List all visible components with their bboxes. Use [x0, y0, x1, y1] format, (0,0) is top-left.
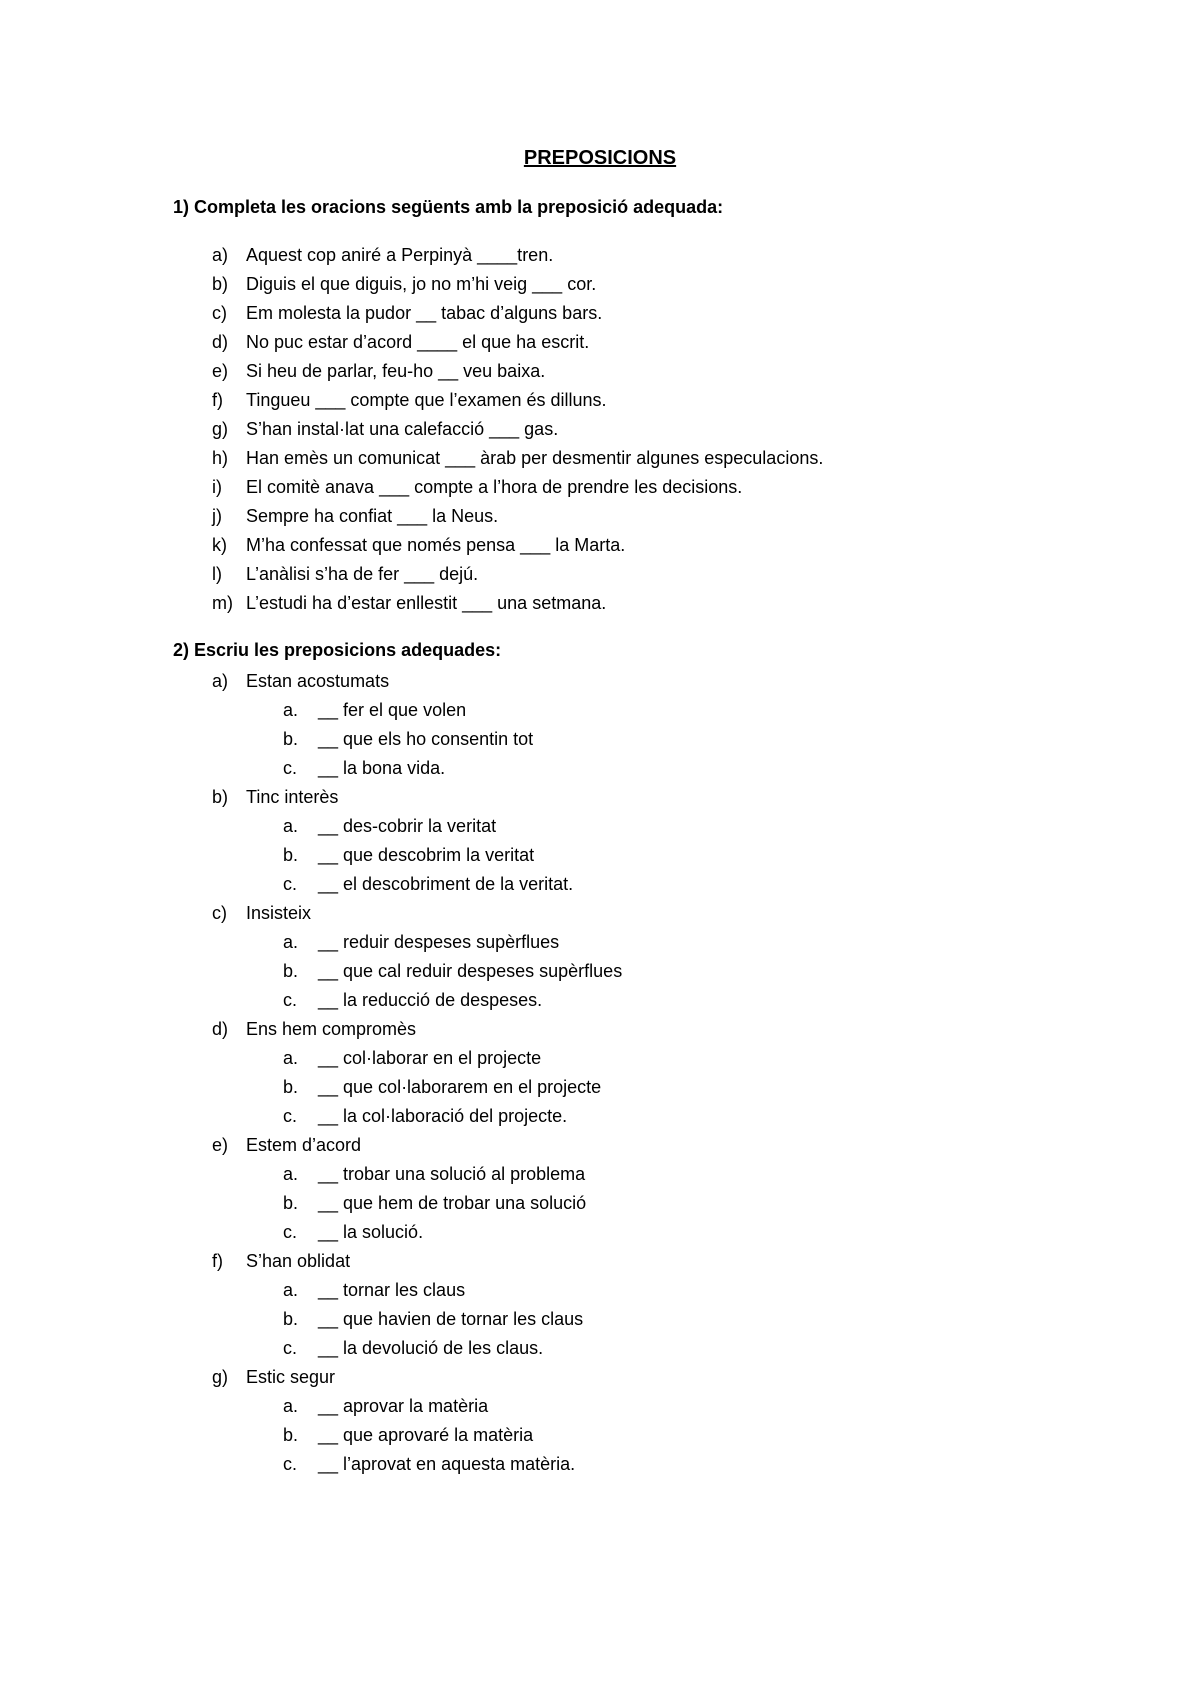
- item-label: f): [212, 390, 223, 410]
- sub-label: b.: [283, 1309, 299, 1329]
- sub-text: __ la col·laboració del projecte.: [318, 1106, 568, 1126]
- sub-label: c.: [283, 1454, 298, 1474]
- sub-text: __ aprovar la matèria: [318, 1396, 489, 1416]
- item-label: h): [212, 448, 229, 468]
- sub-text: __ la devolució de les claus.: [318, 1338, 544, 1358]
- sub-text: __ fer el que volen: [318, 700, 467, 720]
- item-text: Aquest cop aniré a Perpinyà ____tren.: [246, 245, 554, 265]
- group-text: Estic segur: [246, 1367, 336, 1387]
- sub-label: b.: [283, 1425, 299, 1445]
- item-text: M’ha confessat que només pensa ___ la Marta.: [246, 535, 626, 555]
- sub-text: __ que hem de trobar una solució: [318, 1193, 587, 1213]
- sub-label: b.: [283, 729, 299, 749]
- item-text: Han emès un comunicat ___ àrab per desmentir algunes especulacions.: [246, 448, 824, 468]
- item-label: g): [212, 419, 229, 439]
- section-2-heading: 2) Escriu les preposicions adequades:: [173, 640, 502, 660]
- item-label: c): [212, 303, 227, 323]
- sub-text: __ des-cobrir la veritat: [318, 816, 497, 836]
- page-title: PREPOSICIONS: [523, 147, 677, 169]
- sub-text: __ que cal reduir despeses supèrflues: [318, 961, 623, 981]
- sub-label: a.: [283, 1280, 299, 1300]
- group-text: Tinc interès: [246, 787, 339, 807]
- group-label: c): [212, 903, 227, 923]
- sub-text: __ col·laborar en el projecte: [318, 1048, 542, 1068]
- item-text: Tingueu ___ compte que l’examen és dilluns.: [246, 390, 607, 410]
- item-text: L’estudi ha d’estar enllestit ___ una setmana.: [246, 593, 607, 613]
- sub-text: __ que descobrim la veritat: [318, 845, 535, 865]
- sub-label: c.: [283, 990, 298, 1010]
- section-1-heading: 1) Completa les oracions següents amb la preposició adequada:: [173, 197, 724, 217]
- group-label: g): [212, 1367, 229, 1387]
- group-text: S’han oblidat: [246, 1251, 351, 1271]
- sub-label: a.: [283, 1164, 299, 1184]
- sub-label: a.: [283, 700, 299, 720]
- sub-text: __ que col·laborarem en el projecte: [318, 1077, 602, 1097]
- sub-label: a.: [283, 1048, 299, 1068]
- group-text: Estem d’acord: [246, 1135, 362, 1155]
- item-label: k): [212, 535, 227, 555]
- sub-text: __ tornar les claus: [318, 1280, 466, 1300]
- sub-label: c.: [283, 1222, 298, 1242]
- item-text: No puc estar d’acord ____ el que ha escrit.: [246, 332, 590, 352]
- sub-label: b.: [283, 961, 299, 981]
- sub-text: __ la solució.: [318, 1222, 424, 1242]
- sub-label: a.: [283, 932, 299, 952]
- group-label: d): [212, 1019, 229, 1039]
- item-text: S’han instal·lat una calefacció ___ gas.: [246, 419, 559, 439]
- sub-label: c.: [283, 874, 298, 894]
- group-label: b): [212, 787, 229, 807]
- sub-text: __ la reducció de despeses.: [318, 990, 543, 1010]
- sub-text: __ el descobriment de la veritat.: [318, 874, 574, 894]
- item-label: l): [212, 564, 222, 584]
- sub-label: b.: [283, 845, 299, 865]
- group-label: e): [212, 1135, 229, 1155]
- group-label: a): [212, 671, 229, 691]
- sub-text: __ que els ho consentin tot: [318, 729, 534, 749]
- group-text: Ens hem compromès: [246, 1019, 417, 1039]
- sub-text: __ l’aprovat en aquesta matèria.: [318, 1454, 576, 1474]
- item-text: Diguis el que diguis, jo no m’hi veig ___ cor.: [246, 274, 597, 294]
- sub-label: c.: [283, 758, 298, 778]
- item-text: Si heu de parlar, feu-ho __ veu baixa.: [246, 361, 546, 381]
- item-label: d): [212, 332, 229, 352]
- sub-text: __ reduir despeses supèrflues: [318, 932, 560, 952]
- sub-label: a.: [283, 816, 299, 836]
- sub-label: b.: [283, 1193, 299, 1213]
- item-label: j): [212, 506, 222, 526]
- item-text: Em molesta la pudor __ tabac d’alguns bars.: [246, 303, 603, 323]
- sub-text: __ trobar una solució al problema: [318, 1164, 586, 1184]
- item-text: Sempre ha confiat ___ la Neus.: [246, 506, 499, 526]
- item-label: b): [212, 274, 229, 294]
- item-text: L’anàlisi s’ha de fer ___ dejú.: [246, 564, 479, 584]
- group-text: Estan acostumats: [246, 671, 390, 691]
- item-text: El comitè anava ___ compte a l’hora de prendre les decisions.: [246, 477, 743, 497]
- sub-text: __ que aprovaré la matèria: [318, 1425, 534, 1445]
- item-label: m): [212, 593, 233, 613]
- item-label: i): [212, 477, 222, 497]
- sub-label: a.: [283, 1396, 299, 1416]
- sub-text: __ la bona vida.: [318, 758, 446, 778]
- group-label: f): [212, 1251, 223, 1271]
- item-label: e): [212, 361, 229, 381]
- item-label: a): [212, 245, 229, 265]
- sub-label: b.: [283, 1077, 299, 1097]
- sub-label: c.: [283, 1338, 298, 1358]
- group-text: Insisteix: [246, 903, 312, 923]
- sub-label: c.: [283, 1106, 298, 1126]
- sub-text: __ que havien de tornar les claus: [318, 1309, 584, 1329]
